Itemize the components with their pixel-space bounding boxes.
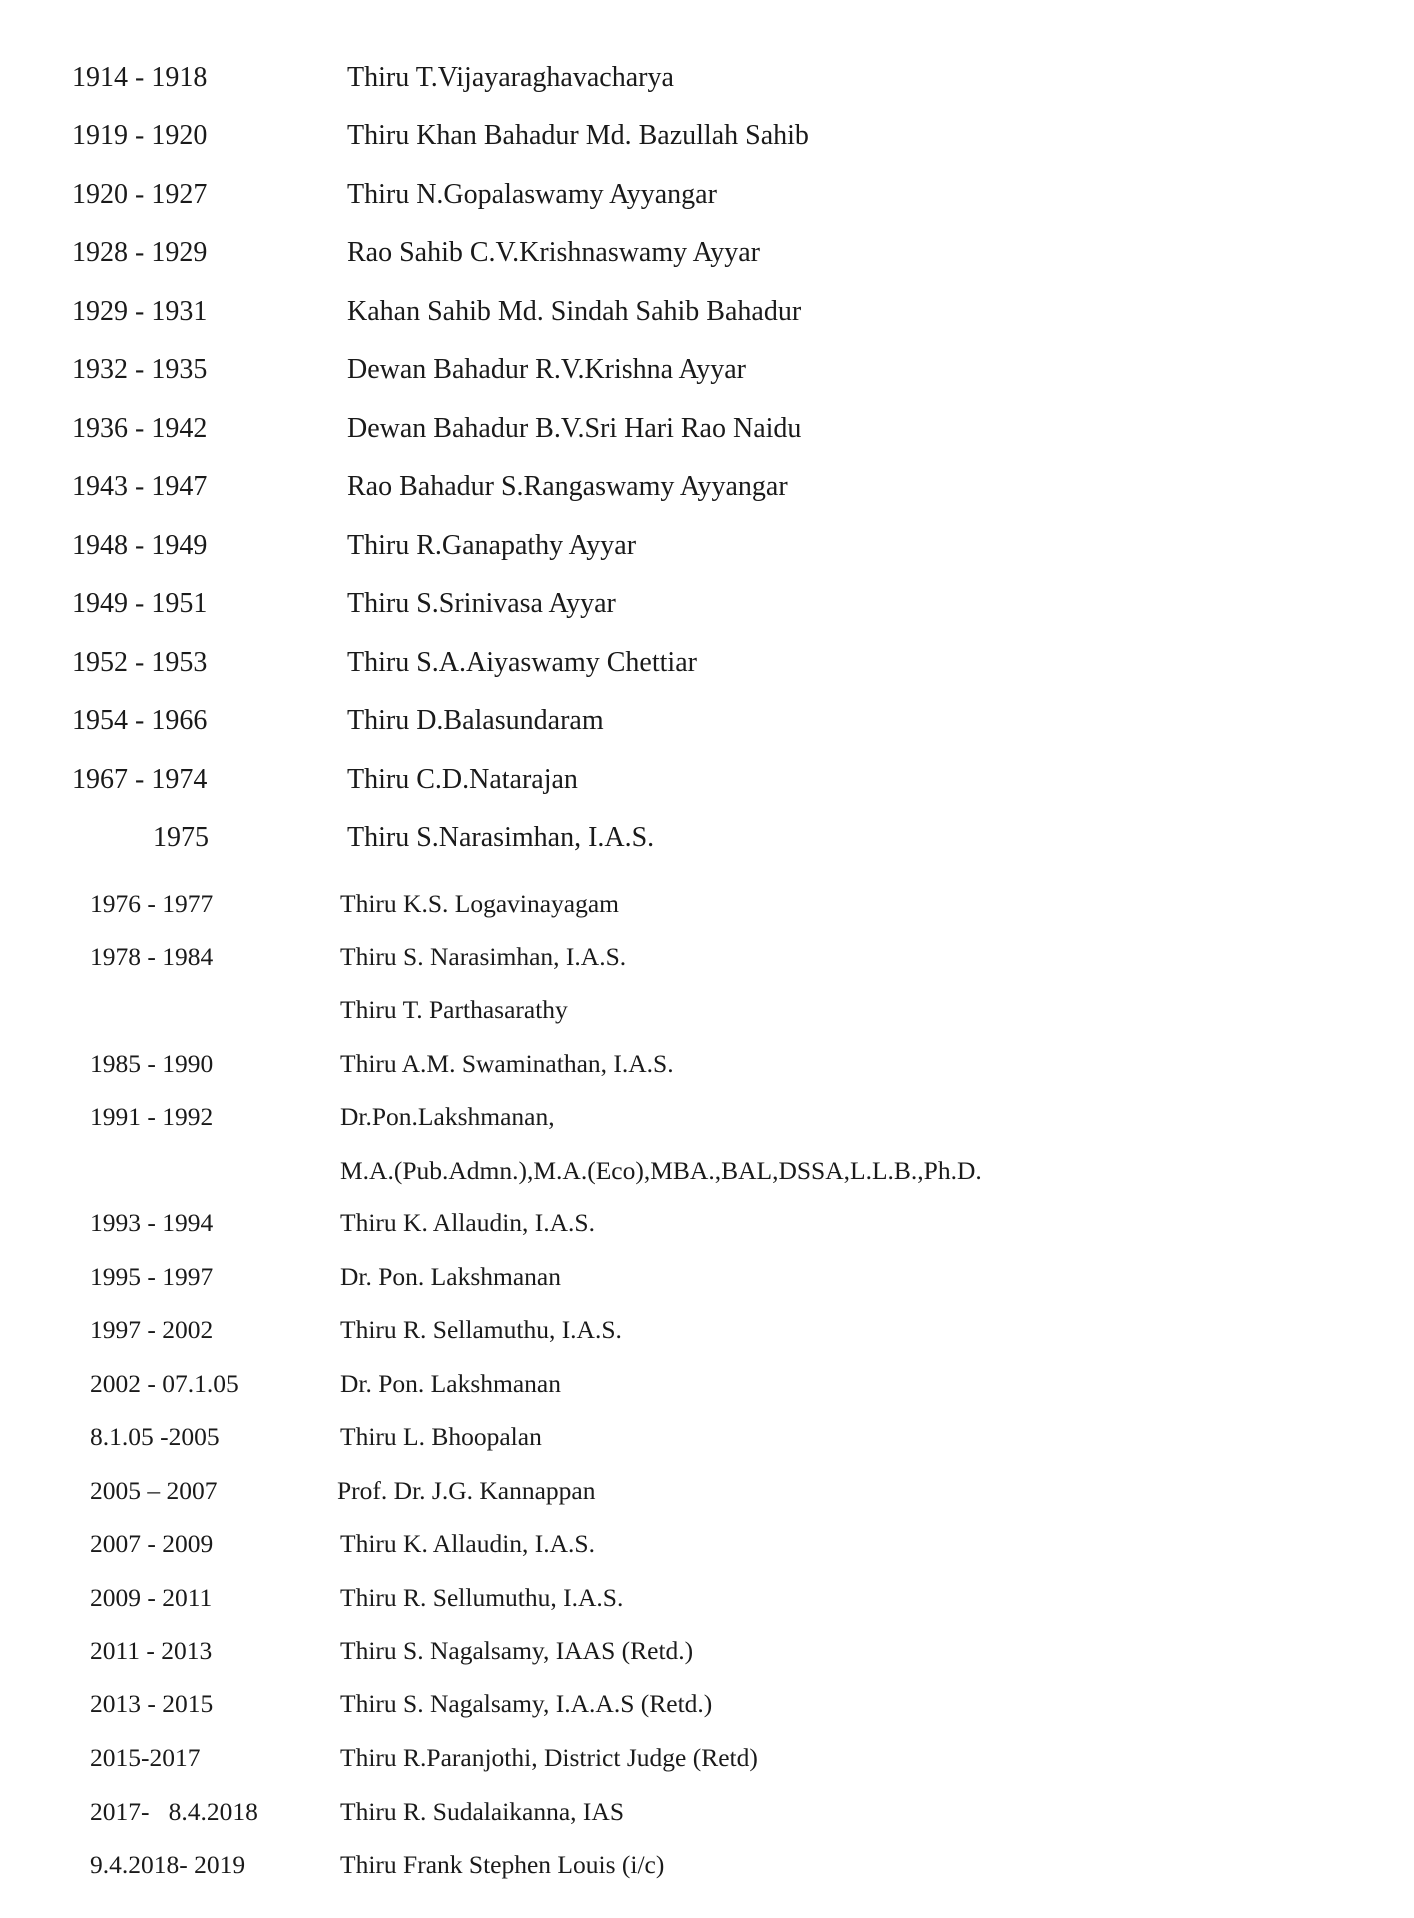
officeholder-name: Dr. Pon. Lakshmanan <box>340 1262 561 1291</box>
officeholder-name: Dewan Bahadur R.V.Krishna Ayyar <box>347 354 746 385</box>
period: 1967 - 1974 <box>72 764 208 795</box>
list-item <box>0 1315 1414 1347</box>
list-item <box>0 1156 1414 1188</box>
officeholder-name: Prof. Dr. J.G. Kannappan <box>337 1476 596 1505</box>
officeholder-name: Thiru D.Balasundaram <box>347 705 604 736</box>
officeholder-name: Thiru T.Vijayaraghavacharya <box>347 62 674 93</box>
list-item <box>0 1850 1414 1882</box>
list-item <box>0 1689 1414 1721</box>
officeholder-name: Thiru K.S. Logavinayagam <box>340 889 620 918</box>
list-item <box>0 354 1414 388</box>
officeholder-name: Dr.Pon.Lakshmanan, <box>340 1102 555 1131</box>
officeholder-name: Thiru S.A.Aiyaswamy Chettiar <box>347 647 697 678</box>
officeholder-name: Thiru S.Srinivasa Ayyar <box>347 588 616 619</box>
officeholder-name: Thiru S. Narasimhan, I.A.S. <box>340 942 627 971</box>
officeholder-name: Thiru R.Paranjothi, District Judge (Retd) <box>340 1743 758 1772</box>
period: 2011 - 2013 <box>90 1636 213 1665</box>
period: 1928 - 1929 <box>72 237 208 268</box>
list-item <box>0 413 1414 447</box>
list-item <box>0 1529 1414 1561</box>
officeholder-name: Thiru K. Allaudin, I.A.S. <box>340 1208 595 1237</box>
list-item <box>0 1743 1414 1775</box>
period: 1919 - 1920 <box>72 120 208 151</box>
list-item <box>0 995 1414 1027</box>
period: 1954 - 1966 <box>72 705 208 736</box>
list-item <box>0 1102 1414 1134</box>
period: 1975 <box>153 822 209 853</box>
period: 1948 - 1949 <box>72 530 208 561</box>
officeholder-name: Thiru S. Nagalsamy, I.A.A.S (Retd.) <box>340 1689 713 1718</box>
officeholder-name: Thiru R. Sellamuthu, I.A.S. <box>340 1315 622 1344</box>
officeholder-name: Thiru Frank Stephen Louis (i/c) <box>340 1850 665 1879</box>
list-item <box>0 705 1414 739</box>
officeholder-name: Thiru S.Narasimhan, I.A.S. <box>347 822 655 853</box>
officeholder-name: Rao Bahadur S.Rangaswamy Ayyangar <box>347 471 788 502</box>
list-item <box>0 889 1414 921</box>
period: 1997 - 2002 <box>90 1315 214 1344</box>
officeholder-name: Rao Sahib C.V.Krishnaswamy Ayyar <box>347 237 760 268</box>
list-item <box>0 1262 1414 1294</box>
period: 2017- 8.4.2018 <box>90 1797 258 1826</box>
officeholder-name: Thiru T. Parthasarathy <box>340 995 568 1024</box>
period: 2002 - 07.1.05 <box>90 1369 239 1398</box>
officeholder-name: Thiru Khan Bahadur Md. Bazullah Sahib <box>347 120 809 151</box>
list-item <box>0 237 1414 271</box>
list-item <box>0 1636 1414 1668</box>
list-item <box>0 1369 1414 1401</box>
period: 1985 - 1990 <box>90 1049 214 1078</box>
period: 1976 - 1977 <box>90 889 214 918</box>
list-item <box>0 179 1414 213</box>
period: 1995 - 1997 <box>90 1262 214 1291</box>
period: 1943 - 1947 <box>72 471 208 502</box>
officeholder-name: Thiru R. Sudalaikanna, IAS <box>340 1797 624 1826</box>
period: 1978 - 1984 <box>90 942 214 971</box>
list-item <box>0 530 1414 564</box>
list-item <box>0 1049 1414 1081</box>
list-item <box>0 1422 1414 1454</box>
period: 2007 - 2009 <box>90 1529 214 1558</box>
list-item <box>0 588 1414 622</box>
period: 1914 - 1918 <box>72 62 208 93</box>
period: 9.4.2018- 2019 <box>90 1850 246 1879</box>
officeholder-name: Kahan Sahib Md. Sindah Sahib Bahadur <box>347 296 802 327</box>
period: 1932 - 1935 <box>72 354 208 385</box>
period: 1920 - 1927 <box>72 179 208 210</box>
list-item <box>0 1476 1414 1508</box>
list-item <box>0 1208 1414 1240</box>
period: 1993 - 1994 <box>90 1208 214 1237</box>
period: 2015-2017 <box>90 1743 201 1772</box>
period: 2005 – 2007 <box>90 1476 218 1505</box>
officeholder-name: Thiru C.D.Natarajan <box>347 764 578 795</box>
list-item <box>0 296 1414 330</box>
list-item <box>0 120 1414 154</box>
period: 1952 - 1953 <box>72 647 208 678</box>
list-item <box>0 764 1414 798</box>
officeholder-name: Dr. Pon. Lakshmanan <box>340 1369 561 1398</box>
period: 8.1.05 -2005 <box>90 1422 220 1451</box>
period: 1936 - 1942 <box>72 413 208 444</box>
list-item <box>0 822 1414 856</box>
period: 2009 - 2011 <box>90 1583 213 1612</box>
period: 1991 - 1992 <box>90 1102 214 1131</box>
period: 2013 - 2015 <box>90 1689 214 1718</box>
officeholder-name: Thiru L. Bhoopalan <box>340 1422 542 1451</box>
list-item <box>0 1797 1414 1829</box>
officeholder-name: M.A.(Pub.Admn.),M.A.(Eco),MBA.,BAL,DSSA,L.L.B.,Ph.D. <box>340 1156 982 1185</box>
list-item <box>0 1583 1414 1615</box>
list-item <box>0 647 1414 681</box>
list-item <box>0 62 1414 96</box>
officeholder-name: Thiru R.Ganapathy Ayyar <box>347 530 637 561</box>
period: 1929 - 1931 <box>72 296 208 327</box>
list-item <box>0 471 1414 505</box>
officeholder-name: Thiru R. Sellumuthu, I.A.S. <box>340 1583 624 1612</box>
period: 1949 - 1951 <box>72 588 208 619</box>
officeholder-name: Thiru N.Gopalaswamy Ayyangar <box>347 179 717 210</box>
officeholder-name: Dewan Bahadur B.V.Sri Hari Rao Naidu <box>347 413 802 444</box>
list-item <box>0 942 1414 974</box>
officeholder-name: Thiru A.M. Swaminathan, I.A.S. <box>340 1049 674 1078</box>
officeholder-name: Thiru K. Allaudin, I.A.S. <box>340 1529 595 1558</box>
officeholder-name: Thiru S. Nagalsamy, IAAS (Retd.) <box>340 1636 694 1665</box>
